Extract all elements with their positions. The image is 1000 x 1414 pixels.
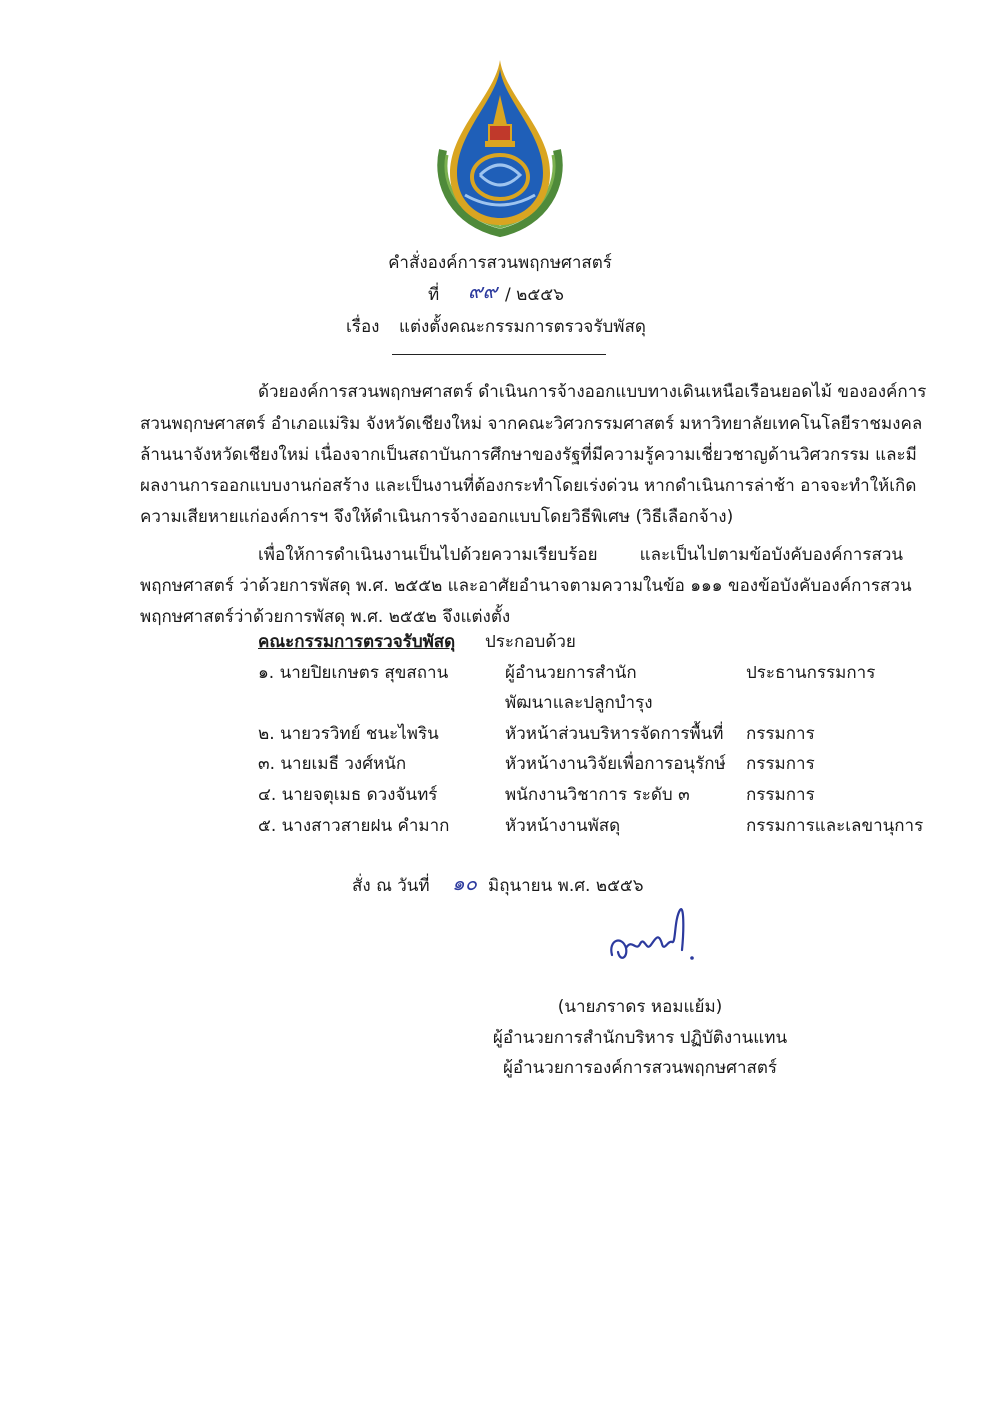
signatory-title-line2: ผู้อำนวยการองค์การสวนพฤกษศาสตร์ (502, 1058, 778, 1078)
order-title: คำสั่งองค์การสวนพฤกษศาสตร์ (388, 253, 612, 273)
order-date-rest: มิถุนายน พ.ศ. ๒๕๕๖ (488, 876, 644, 896)
subject-label: เรื่อง (346, 317, 380, 337)
paragraph-1-line-3: ล้านนาจังหวัดเชียงใหม่ เนื่องจากเป็นสถาบันการศึกษาของรัฐที่มีความรู้ความเชี่ยวชาญด้านวิศวกรรม และมี (140, 445, 917, 465)
member-3-name: ๓. นายเมธี วงศ์หนัก (258, 754, 407, 774)
paragraph-1-line-5: ความเสียหายแก่องค์การฯ จึงให้ดำเนินการจ้างออกแบบโดยวิธีพิเศษ (วิธีเลือกจ้าง) (140, 507, 734, 527)
order-number-handwritten: ๙๙ (468, 279, 498, 303)
order-date-day-handwritten: ๑๐ (452, 871, 477, 895)
member-4-role: กรรมการ (746, 785, 815, 805)
paragraph-1-line-1: ด้วยองค์การสวนพฤกษศาสตร์ ดำเนินการจ้างออกแบบทางเดินเหนือเรือนยอดไม้ ขององค์การ (258, 382, 927, 402)
member-5-role: กรรมการและเลขานุการ (746, 816, 924, 836)
member-2-role: กรรมการ (746, 724, 815, 744)
order-date-prefix: สั่ง ณ วันที่ (352, 876, 430, 896)
paragraph-2-line-1: เพื่อให้การดำเนินงานเป็นไปด้วยความเรียบร้อย และเป็นไปตามข้อบังคับองค์การสวน (258, 545, 903, 565)
member-1-position: ผู้อำนวยการสำนัก (505, 663, 637, 683)
member-4-name: ๔. นายจตุเมธ ดวงจันทร์ (258, 785, 438, 805)
committee-suffix: ประกอบด้วย (485, 632, 576, 652)
member-5-position: หัวหน้างานพัสดุ (505, 816, 621, 836)
organization-logo (425, 55, 575, 240)
member-4-position: พนักงานวิชาการ ระดับ ๓ (505, 785, 690, 805)
order-number-year: / ๒๕๕๖ (505, 285, 564, 305)
member-2-name: ๒. นายวรวิทย์ ชนะไพริน (258, 724, 439, 744)
member-2-position: หัวหน้าส่วนบริหารจัดการพื้นที่ (505, 724, 724, 744)
member-1-role: ประธานกรรมการ (746, 663, 876, 683)
handwritten-signature (600, 900, 710, 975)
subject-text: แต่งตั้งคณะกรรมการตรวจรับพัสดุ (399, 317, 646, 337)
header-divider (392, 354, 606, 355)
committee-title: คณะกรรมการตรวจรับพัสดุ (258, 632, 456, 652)
paragraph-2-line-3: พฤกษศาสตร์ว่าด้วยการพัสดุ พ.ศ. ๒๕๕๒ จึงแต่งตั้ง (140, 607, 511, 627)
member-3-position: หัวหน้างานวิจัยเพื่อการอนุรักษ์ (505, 754, 726, 774)
paragraph-2-line-2: พฤกษศาสตร์ ว่าด้วยการพัสดุ พ.ศ. ๒๕๕๒ และอาศัยอำนาจตามความในข้อ ๑๑๑ ของข้อบังคับองค์การสวน (140, 576, 912, 596)
signatory-name: (นายภราดร หอมแย้ม) (557, 997, 723, 1017)
paragraph-1-line-4: ผลงานการออกแบบงานก่อสร้าง และเป็นงานที่ต้องกระทำโดยเร่งด่วน หากดำเนินการล่าช้า อาจจะทำให้เกิด (140, 476, 917, 496)
order-number-prefix: ที่ (428, 285, 440, 305)
member-1-position-line2: พัฒนาและปลูกบำรุง (505, 693, 653, 713)
paragraph-1-line-2: สวนพฤกษศาสตร์ อำเภอแม่ริม จังหวัดเชียงใหม่ จากคณะวิศวกรรมศาสตร์ มหาวิทยาลัยเทคโนโลยีราชมงคล (140, 414, 923, 434)
member-3-role: กรรมการ (746, 754, 815, 774)
member-1-name: ๑. นายปิยเกษตร สุขสถาน (258, 663, 449, 683)
member-5-name: ๕. นางสาวสายฝน คำมาก (258, 816, 450, 836)
signatory-title-line1: ผู้อำนวยการสำนักบริหาร ปฏิบัติงานแทน (492, 1028, 788, 1048)
